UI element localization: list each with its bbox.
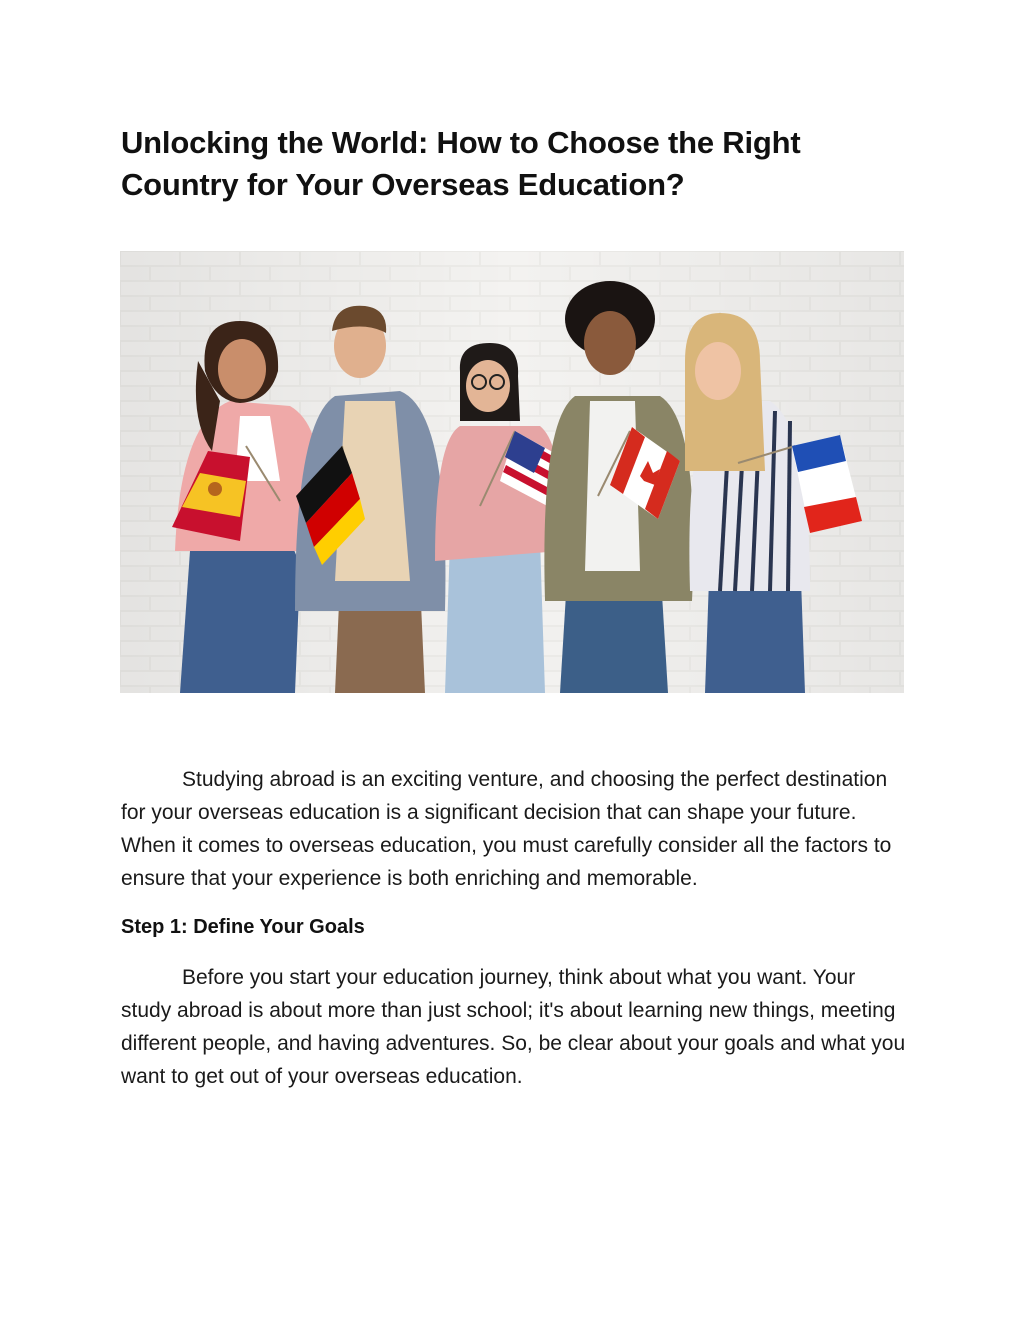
- students-with-flags-photo-icon: [120, 251, 904, 693]
- intro-paragraph: Studying abroad is an exciting venture, and choosing the perfect destination for your overseas education is a significant decision that can shape your future. When it comes to overseas education, you must carefully consider all the factors to ensure that your experience is both enriching and memorable.: [121, 768, 892, 890]
- hero-image: [120, 251, 904, 693]
- document-title: Unlocking the World: How to Choose the Right Country for Your Overseas Education?: [121, 125, 801, 202]
- step-1-paragraph: Before you start your education journey, think about what you want. Your study abroad is about more than just school; it's about learning new things, meeting different people, and having adventures. So, be clear about your goals and what you want to get out of your overseas education.: [121, 966, 906, 1088]
- step-1-heading: Step 1: Define Your Goals: [121, 916, 365, 938]
